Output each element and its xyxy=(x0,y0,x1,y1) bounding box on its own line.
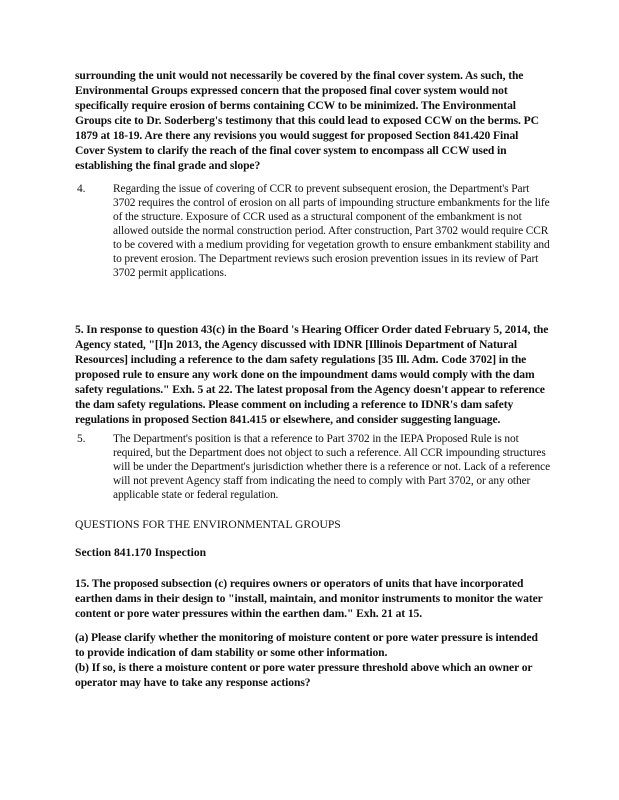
answer-4 xyxy=(0,182,619,302)
question-15b: (b) If so, is there a moisture content or pore water pressure threshold above which an owner or operator may have to take any response actions? xyxy=(75,661,533,689)
section-heading: QUESTIONS FOR THE ENVIRONMENTAL GROUPS xyxy=(75,518,341,531)
answer-5-text: The Department's position is that a reference to Part 3702 in the IEPA Proposed Rule is not required, but the Department does not object to such a reference. All CCR impounding structures will be under the Department's jurisdiction whether there is a reference or not. Lack of a reference will not prevent Agency staff from indicating the need to comply with Part 3702, or any other applicable state or federal regulation. xyxy=(113,433,551,501)
subsection-heading: Section 841.170 Inspection xyxy=(75,546,207,559)
question-continuation: surrounding the unit would not necessarily be covered by the final cover system. As such, the Environmental Groups expressed concern that the proposed final cover system would not specifically require erosion of berms containing CCW to be minimized. The Environmental Groups cite to Dr. Soderberg's testimony that this could lead to exposed CCW on the berms. PC 1879 at 18-19. Are there any revisions you would suggest for proposed Section 841.420 Final Cover System to clarify the reach of the final cover system to encompass all CCW used in establishing the final grade and slope? xyxy=(75,69,539,172)
answer-4-number: 4. xyxy=(77,183,86,195)
answer-5-number: 5. xyxy=(77,433,86,445)
answer-5 xyxy=(0,432,619,512)
answer-4-text: Regarding the issue of covering of CCR to prevent subsequent erosion, the Department's Part 3702 requires the control of erosion on all parts of impounding structure embankments for the life of the structure. Exposure of CCR used as a structural component of the embankment is not allowed outside the normal construction period. After construction, Part 3702 would require CCR to be covered with a medium providing for vegetation growth to ensure embankment stability and to prevent erosion. The Department reviews such erosion prevention issues in its review of Part 3702 permit applications. xyxy=(113,183,550,279)
question-5: 5. In response to question 43(c) in the Board 's Hearing Officer Order dated February 5, 2014, the Agency stated, "[I]n 2013, the Agency discussed with IDNR [Illinois Department of Natural Resources] including a reference to the dam safety regulations [35 Ill. Adm. Code 3702] in the proposed rule to ensure any work done on the impoundment dams would comply with the dam safety regulations." Exh. 5 at 22. The latest proposal from the Agency doesn't appear to reference the dam safety regulations. Please comment on including a reference to IDNR's dam safety regulations in proposed Section 841.415 or elsewhere, and consider suggesting language. xyxy=(75,323,549,426)
question-15: 15. The proposed subsection (c) requires owners or operators of units that have incorporated earthen dams in their design to "install, maintain, and monitor instruments to monitor the water content or pore water pressures within the earthen dam." Exh. 21 at 15. xyxy=(75,577,543,620)
question-15a: (a) Please clarify whether the monitoring of moisture content or pore water pressure is intended to provide indication of dam stability or some other information. xyxy=(75,631,538,659)
